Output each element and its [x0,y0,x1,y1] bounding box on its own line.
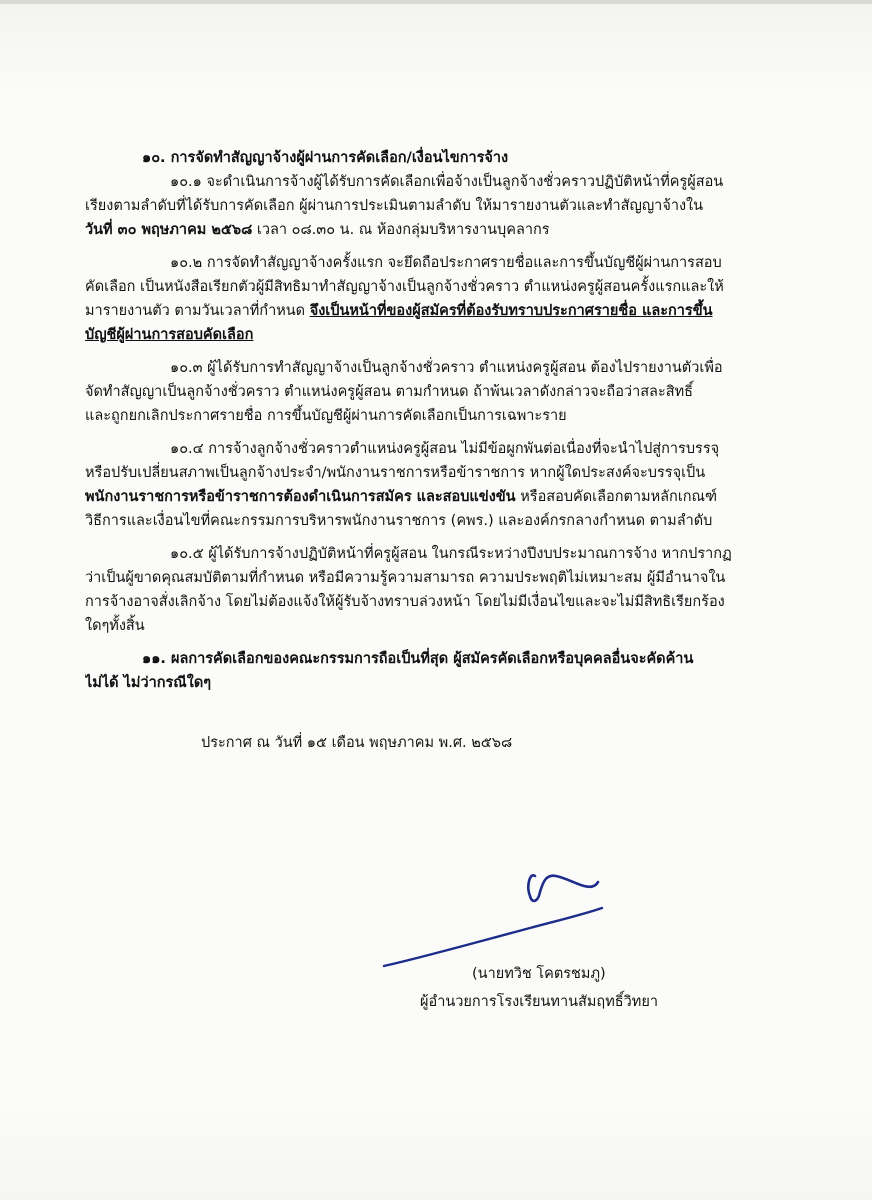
section-11-line-2: ไม่ได้ ไม่ว่ากรณีใดๆ [85,675,212,691]
announcement-date: ประกาศ ณ วันที่ ๑๕ เดือน พฤษภาคม พ.ศ. ๒๕๖๘ [201,735,513,751]
civil-service-requirement: พนักงานราชการหรือข้าราชการต้องดำเนินการสมัคร และสอบแข่งขัน [85,489,516,505]
para-10-5-line-4: ใดๆทั้งสิ้น [85,618,145,634]
para-10-3-line-1: ๑๐.๓ ผู้ได้รับการทำสัญญาจ้างเป็นลูกจ้างชั่วคราว ตำแหน่งครูผู้สอน ต้องไปรายงานตัวเพื่อ [170,360,723,376]
para-10-4-line-1: ๑๐.๔ การจ้างลูกจ้างชั่วคราวตำแหน่งครูผู้สอน ไม่มีข้อผูกพันต่อเนื่องที่จะนำไปสู่การบรรจุ [170,441,720,457]
signatory-name: (นายทวิช โคตรชมภู) [472,966,606,982]
section-11-line-1: ๑๑. ผลการคัดเลือกของคณะกรรมการถือเป็นที่สุด ผู้สมัครคัดเลือกหรือบุคคลอื่นจะคัดค้าน [142,651,694,667]
para-10-5-line-1: ๑๐.๕ ผู้ได้รับการจ้างปฏิบัติหน้าที่ครูผู้สอน ในกรณีระหว่างปีงบประมาณการจ้าง หากปรากฏ [170,546,732,562]
para-10-2-line-2: คัดเลือก เป็นหนังสือเรียกตัวผู้มีสิทธิมาทำสัญญาจ้างเป็นลูกจ้างชั่วคราว ตำแหน่งครูผู้สอนครั้งแรกและให้ [85,279,724,295]
signatory-block [420,960,740,1016]
signatory-position: ผู้อำนวยการโรงเรียนทานสัมฤทธิ์วิทยา [420,994,658,1010]
para-10-3-line-3: และถูกยกเลิกประกาศรายชื่อ การขึ้นบัญชีผู้ผ่านการคัดเลือกเป็นการเฉพาะราย [85,408,567,424]
para-10-2-line-1: ๑๐.๒ การจัดทำสัญญาจ้างครั้งแรก จะยึดถือประกาศรายชื่อและการขึ้นบัญชีผู้ผ่านการสอบ [170,255,722,271]
scan-top-edge [0,0,872,4]
para-10-4-line-4: วิธีการและเงื่อนไขที่คณะกรรมการบริหารพนักงานราชการ (คพร.) และองค์กรกลางกำหนด ตามลำดับ [85,513,713,529]
document-body [85,146,790,755]
handwritten-signature [380,862,660,972]
para-10-4-line-2: หรือปรับเปลี่ยนสภาพเป็นลูกจ้างประจำ/พนักงานราชการหรือข้าราชการ หากผู้ใดประสงค์จะบรรจุเป็น [85,465,706,481]
para-10-2-line-3 [85,299,790,323]
para-10-1-line-1: ๑๐.๑ จะดำเนินการจ้างผู้ได้รับการคัดเลือกเพื่อจ้างเป็นลูกจ้างชั่วคราวปฏิบัติหน้าที่ครูผู้สอน [170,174,724,190]
para-10-5-line-3: การจ้างอาจสั่งเลิกจ้าง โดยไม่ต้องแจ้งให้ผู้รับจ้างทราบล่วงหน้า โดยไม่มีเงื่อนไขและจะไม่มีสิทธิเรียกร้อง [85,594,725,610]
applicant-duty-notice: จึงเป็นหน้าที่ของผู้สมัครที่ต้องรับทราบประกาศรายชื่อ และการขึ้น [309,303,713,319]
contract-date: วันที่ ๓๐ พฤษภาคม ๒๕๖๘ [85,222,253,238]
para-10-2-line-3-plain: มารายงานตัว ตามวันเวลาที่กำหนด [85,303,310,319]
para-10-2-line-4: บัญชีผู้ผ่านการสอบคัดเลือก [85,327,254,343]
section-10-heading: ๑๐. การจัดทำสัญญาจ้างผู้ผ่านการคัดเลือก/เงื่อนไขการจ้าง [142,150,509,166]
para-10-1-line-3 [85,218,790,242]
contract-time-place: เวลา ๐๘.๓๐ น. ณ ห้องกลุ่มบริหารงานบุคลากร [252,222,550,238]
para-10-1-line-2: เรียงตามลำดับที่ได้รับการคัดเลือก ผู้ผ่านการประเมินตามลำดับ ให้มารายงานตัวและทำสัญญาจ้างใน [85,198,704,214]
para-10-4-line-3 [85,485,790,509]
para-10-5-line-2: ว่าเป็นผู้ขาดคุณสมบัติตามที่กำหนด หรือมีความรู้ความสามารถ ความประพฤติไม่เหมาะสม ผู้มีอำนาจใน [85,570,726,586]
para-10-3-line-2: จัดทำสัญญาเป็นลูกจ้างชั่วคราว ตำแหน่งครูผู้สอน ตามกำหนด ถ้าพ้นเวลาดังกล่าวจะถือว่าสละสิทธิ์ [85,384,693,400]
para-10-4-line-3-rest: หรือสอบคัดเลือกตามหลักเกณฑ์ [515,489,718,505]
